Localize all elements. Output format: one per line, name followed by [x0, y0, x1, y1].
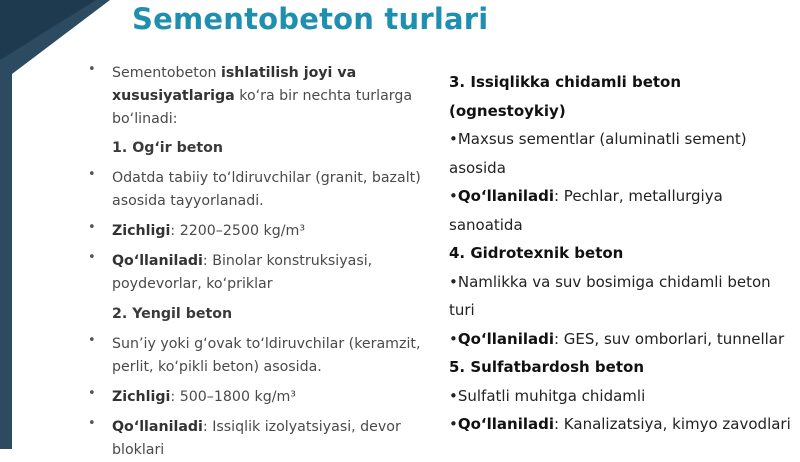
- bullet-icon: •: [88, 250, 96, 265]
- bullet-icon: •: [88, 333, 96, 348]
- sec3-line: •Maxsus sementlar (aluminatli sement) asosida: [449, 130, 747, 177]
- bullet-icon: •: [88, 62, 96, 77]
- bullet-icon: •: [88, 416, 96, 431]
- sec5-heading: 5. Sulfatbardosh beton: [449, 358, 644, 376]
- section-heading-1: 1. Og‘ir beton: [112, 140, 224, 156]
- section-heading-2: 2. Yengil beton: [112, 306, 233, 322]
- sec2-usage: • Qo‘llaniladi: Issiqlik izolyatsiyasi, devor bloklari: [88, 416, 401, 458]
- sec3-usage: •Qo‘llaniladi: Pechlar, metallurgiya sanoatida: [449, 187, 723, 234]
- intro-item: [88, 62, 433, 131]
- sec1-description: • Odatda tabiiy to‘ldiruvchilar (granit, bazalt) asosida tayyorlanadi.: [88, 167, 421, 209]
- sec1-density: • Zichligi: 2200–2500 kg/m³: [88, 220, 306, 239]
- sec5-usage: •Qo‘llaniladi: Kanalizatsiya, kimyo zavodlari: [449, 415, 791, 433]
- bullet-icon: •: [88, 167, 96, 182]
- slide-title: [110, 2, 488, 36]
- sec5-line: •Sulfatli muhitga chidamli: [449, 386, 646, 405]
- right-column: [449, 68, 794, 439]
- sec2-description: • Sun’iy yoki g‘ovak to‘ldiruvchilar (keramzit, perlit, ko‘pikli beton) asosida.: [88, 333, 421, 375]
- title-text: Sementobeton turlari: [132, 2, 489, 36]
- intro-text: Sementobeton ishlatilish joyi va xususiyatlariga ko‘ra bir nechta turlarga bo‘linadi:: [112, 65, 413, 127]
- bullet-icon: •: [88, 386, 96, 401]
- sec4-line: •Namlikka va suv bosimiga chidamli beton turi: [449, 272, 771, 319]
- left-column: [88, 62, 433, 462]
- sec1-usage: • Qo‘llaniladi: Binolar konstruksiyasi, poydevorlar, ko‘priklar: [88, 250, 373, 292]
- sec4-usage: •Qo‘llaniladi: GES, suv omborlari, tunnellar: [449, 329, 785, 348]
- bullet-icon: •: [88, 220, 96, 235]
- sec4-heading: 4. Gidrotexnik beton: [449, 244, 624, 262]
- sec2-density: • Zichligi: 500–1800 kg/m³: [88, 386, 296, 405]
- sec3-heading: 3. Issiqlikka chidamli beton (ognestoykiy): [449, 73, 682, 120]
